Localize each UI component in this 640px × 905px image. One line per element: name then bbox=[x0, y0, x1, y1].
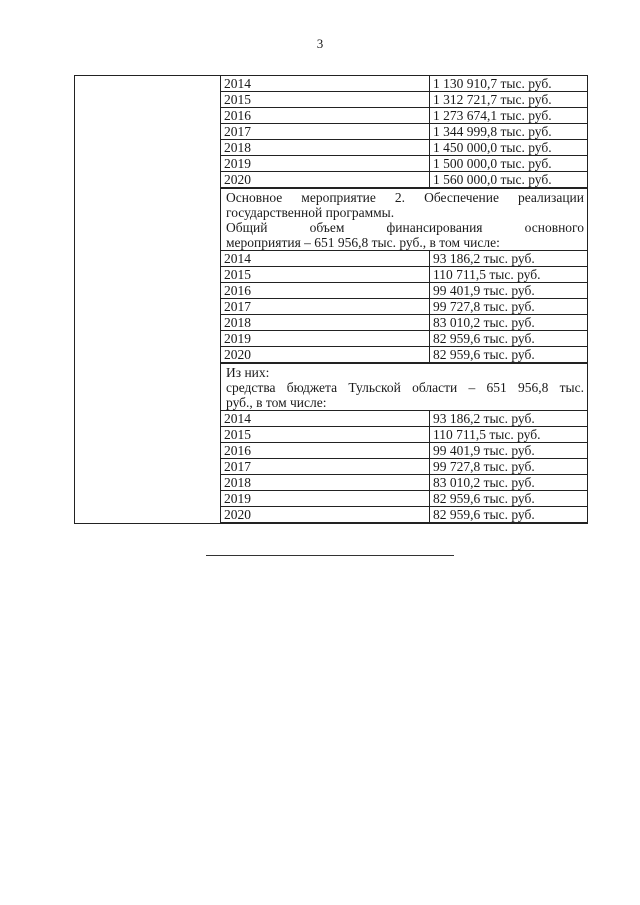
year-row bbox=[221, 172, 587, 188]
year-cell: 2015 bbox=[221, 267, 430, 283]
amount-cell: 110 711,5 тыс. руб. bbox=[430, 427, 588, 443]
year-row bbox=[221, 331, 587, 347]
of-them-line-3: руб., в том числе: bbox=[226, 395, 327, 410]
year-row bbox=[221, 76, 587, 92]
funding-by-year-table-1 bbox=[221, 76, 587, 188]
page-number: 3 bbox=[316, 36, 324, 51]
funding-by-year-table-2 bbox=[221, 251, 587, 363]
year-row bbox=[221, 475, 587, 491]
year-row bbox=[221, 283, 587, 299]
year-cell: 2020 bbox=[221, 347, 430, 363]
year-row bbox=[221, 108, 587, 124]
measure-2-total-line-1: Общий объем финансирования основного bbox=[226, 220, 584, 235]
amount-cell: 99 401,9 тыс. руб. bbox=[430, 283, 588, 299]
amount-cell: 1 344 999,8 тыс. руб. bbox=[430, 124, 588, 140]
year-cell: 2018 bbox=[221, 140, 430, 156]
year-row bbox=[221, 299, 587, 315]
amount-cell: 82 959,6 тыс. руб. bbox=[430, 331, 588, 347]
year-row bbox=[221, 459, 587, 475]
year-cell: 2019 bbox=[221, 491, 430, 507]
year-row bbox=[221, 315, 587, 331]
year-row bbox=[221, 140, 587, 156]
amount-cell: 99 727,8 тыс. руб. bbox=[430, 299, 588, 315]
of-them-line-1: Из них: bbox=[226, 365, 270, 380]
year-row bbox=[221, 427, 587, 443]
year-row bbox=[221, 347, 587, 363]
amount-cell: 1 450 000,0 тыс. руб. bbox=[430, 140, 588, 156]
year-cell: 2017 bbox=[221, 299, 430, 315]
amount-cell: 1 560 000,0 тыс. руб. bbox=[430, 172, 588, 188]
measure-2-title-line-1: Основное мероприятие 2. Обеспечение реализации bbox=[226, 190, 584, 205]
year-cell: 2016 bbox=[221, 108, 430, 124]
year-cell: 2019 bbox=[221, 331, 430, 347]
amount-cell: 1 500 000,0 тыс. руб. bbox=[430, 156, 588, 172]
funding-rows-3 bbox=[221, 411, 587, 523]
year-cell: 2020 bbox=[221, 172, 430, 188]
amount-cell: 99 727,8 тыс. руб. bbox=[430, 459, 588, 475]
amount-cell: 83 010,2 тыс. руб. bbox=[430, 475, 588, 491]
amount-cell: 1 273 674,1 тыс. руб. bbox=[430, 108, 588, 124]
amount-cell: 83 010,2 тыс. руб. bbox=[430, 315, 588, 331]
right-content-cell bbox=[221, 76, 588, 524]
year-row bbox=[221, 251, 587, 267]
amount-cell: 82 959,6 тыс. руб. bbox=[430, 347, 588, 363]
year-cell: 2016 bbox=[221, 443, 430, 459]
year-row bbox=[221, 267, 587, 283]
year-row bbox=[221, 507, 587, 523]
amount-cell: 1 130 910,7 тыс. руб. bbox=[430, 76, 588, 92]
of-them-description bbox=[221, 363, 587, 411]
year-cell: 2014 bbox=[221, 76, 430, 92]
year-cell: 2014 bbox=[221, 251, 430, 267]
amount-cell: 1 312 721,7 тыс. руб. bbox=[430, 92, 588, 108]
year-cell: 2017 bbox=[221, 124, 430, 140]
amount-cell: 110 711,5 тыс. руб. bbox=[430, 267, 588, 283]
year-cell: 2018 bbox=[221, 475, 430, 491]
year-cell: 2020 bbox=[221, 507, 430, 523]
funding-rows-1 bbox=[221, 76, 587, 188]
year-cell: 2015 bbox=[221, 427, 430, 443]
amount-cell: 99 401,9 тыс. руб. bbox=[430, 443, 588, 459]
amount-cell: 82 959,6 тыс. руб. bbox=[430, 491, 588, 507]
year-cell: 2015 bbox=[221, 92, 430, 108]
amount-cell: 93 186,2 тыс. руб. bbox=[430, 251, 588, 267]
year-row bbox=[221, 92, 587, 108]
measure-2-total-line-2: мероприятия – 651 956,8 тыс. руб., в том числе: bbox=[226, 235, 500, 250]
funding-table bbox=[74, 75, 588, 524]
left-label-cell bbox=[75, 76, 221, 524]
amount-cell: 82 959,6 тыс. руб. bbox=[430, 507, 588, 523]
year-cell: 2018 bbox=[221, 315, 430, 331]
funding-rows-2 bbox=[221, 251, 587, 363]
amount-cell: 93 186,2 тыс. руб. bbox=[430, 411, 588, 427]
year-cell: 2014 bbox=[221, 411, 430, 427]
year-row bbox=[221, 491, 587, 507]
year-cell: 2017 bbox=[221, 459, 430, 475]
year-row bbox=[221, 411, 587, 427]
year-row bbox=[221, 443, 587, 459]
funding-by-year-table-3 bbox=[221, 411, 587, 523]
year-row bbox=[221, 156, 587, 172]
of-them-line-2: средства бюджета Тульской области – 651 956,8 тыс. bbox=[226, 380, 584, 395]
year-cell: 2016 bbox=[221, 283, 430, 299]
measure-2-description bbox=[221, 188, 587, 251]
year-row bbox=[221, 124, 587, 140]
year-cell: 2019 bbox=[221, 156, 430, 172]
measure-2-title-line-2: государственной программы. bbox=[226, 205, 395, 220]
end-of-document-rule bbox=[206, 555, 454, 556]
